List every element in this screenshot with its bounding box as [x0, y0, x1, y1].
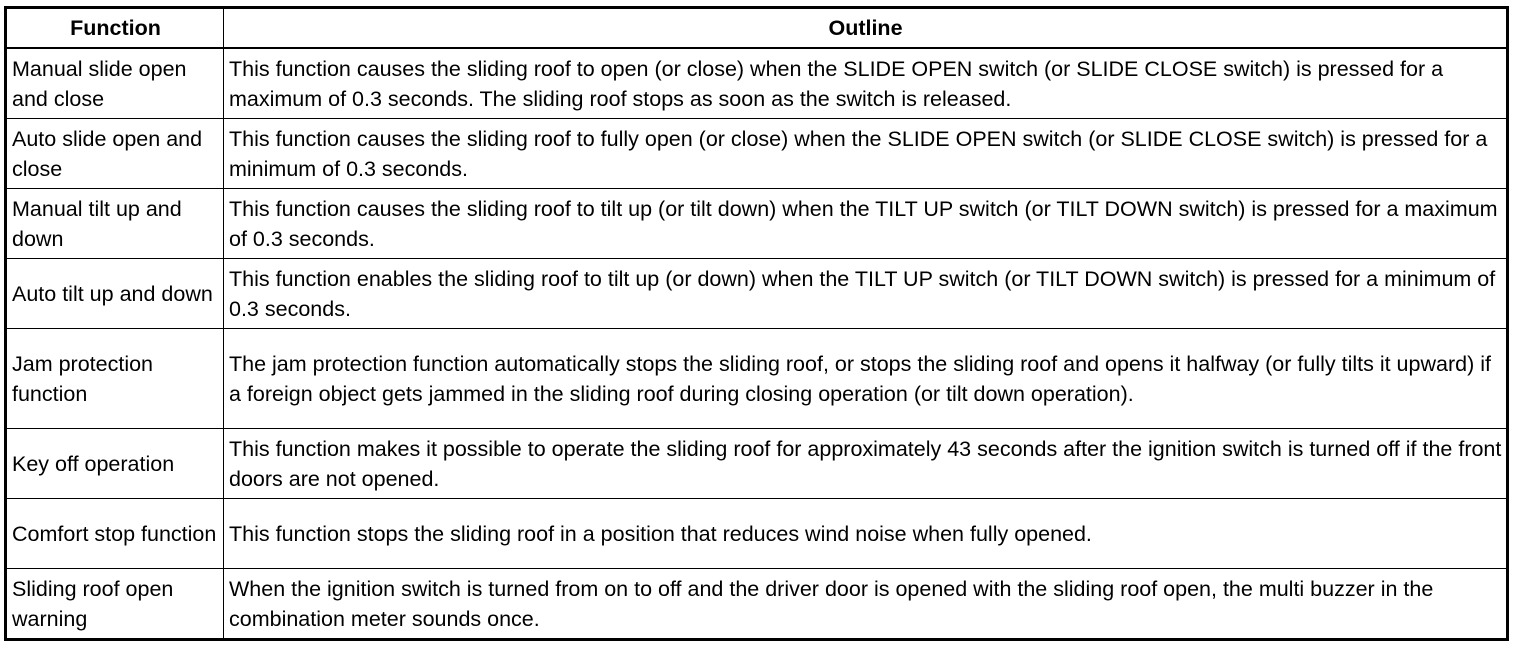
header-function: Function	[6, 8, 224, 49]
table-row	[6, 429, 1508, 499]
table-row	[6, 119, 1508, 189]
outline-cell: This function enables the sliding roof to tilt up (or down) when the TILT UP switch (or TILT DOWN switch) is pressed for a minimum of 0.3 seconds.	[224, 259, 1508, 329]
outline-cell: This function stops the sliding roof in a position that reduces wind noise when fully opened.	[224, 499, 1508, 569]
function-cell: Manual tilt up and down	[6, 189, 224, 259]
table-row	[6, 329, 1508, 429]
table-row	[6, 48, 1508, 119]
table-row	[6, 569, 1508, 640]
function-table-container	[4, 6, 1506, 641]
function-cell: Auto tilt up and down	[6, 259, 224, 329]
function-cell: Manual slide open and close	[6, 48, 224, 119]
outline-cell: This function causes the sliding roof to tilt up (or tilt down) when the TILT UP switch (or TILT DOWN switch) is pressed for a maximum of 0.3 seconds.	[224, 189, 1508, 259]
outline-cell: This function makes it possible to operate the sliding roof for approximately 43 seconds after the ignition switch is turned off if the front doors are not opened.	[224, 429, 1508, 499]
function-cell: Jam protection function	[6, 329, 224, 429]
function-cell: Auto slide open and close	[6, 119, 224, 189]
table-row	[6, 259, 1508, 329]
outline-cell: When the ignition switch is turned from on to off and the driver door is opened with the sliding roof open, the multi buzzer in the combination meter sounds once.	[224, 569, 1508, 640]
table-row	[6, 189, 1508, 259]
outline-cell: The jam protection function automatically stops the sliding roof, or stops the sliding roof and opens it halfway (or fully tilts it upward) if a foreign object gets jammed in the sliding roof during closing operation (or tilt down operation).	[224, 329, 1508, 429]
table-row	[6, 499, 1508, 569]
outline-cell: This function causes the sliding roof to open (or close) when the SLIDE OPEN switch (or SLIDE CLOSE switch) is pressed for a maximum of 0.3 seconds. The sliding roof stops as soon as the switch is released.	[224, 48, 1508, 119]
function-outline-table	[4, 6, 1509, 641]
function-cell: Sliding roof open warning	[6, 569, 224, 640]
table-header-row	[6, 8, 1508, 49]
function-cell: Comfort stop function	[6, 499, 224, 569]
function-cell: Key off operation	[6, 429, 224, 499]
header-outline: Outline	[224, 8, 1508, 49]
outline-cell: This function causes the sliding roof to fully open (or close) when the SLIDE OPEN switch (or SLIDE CLOSE switch) is pressed for a minimum of 0.3 seconds.	[224, 119, 1508, 189]
